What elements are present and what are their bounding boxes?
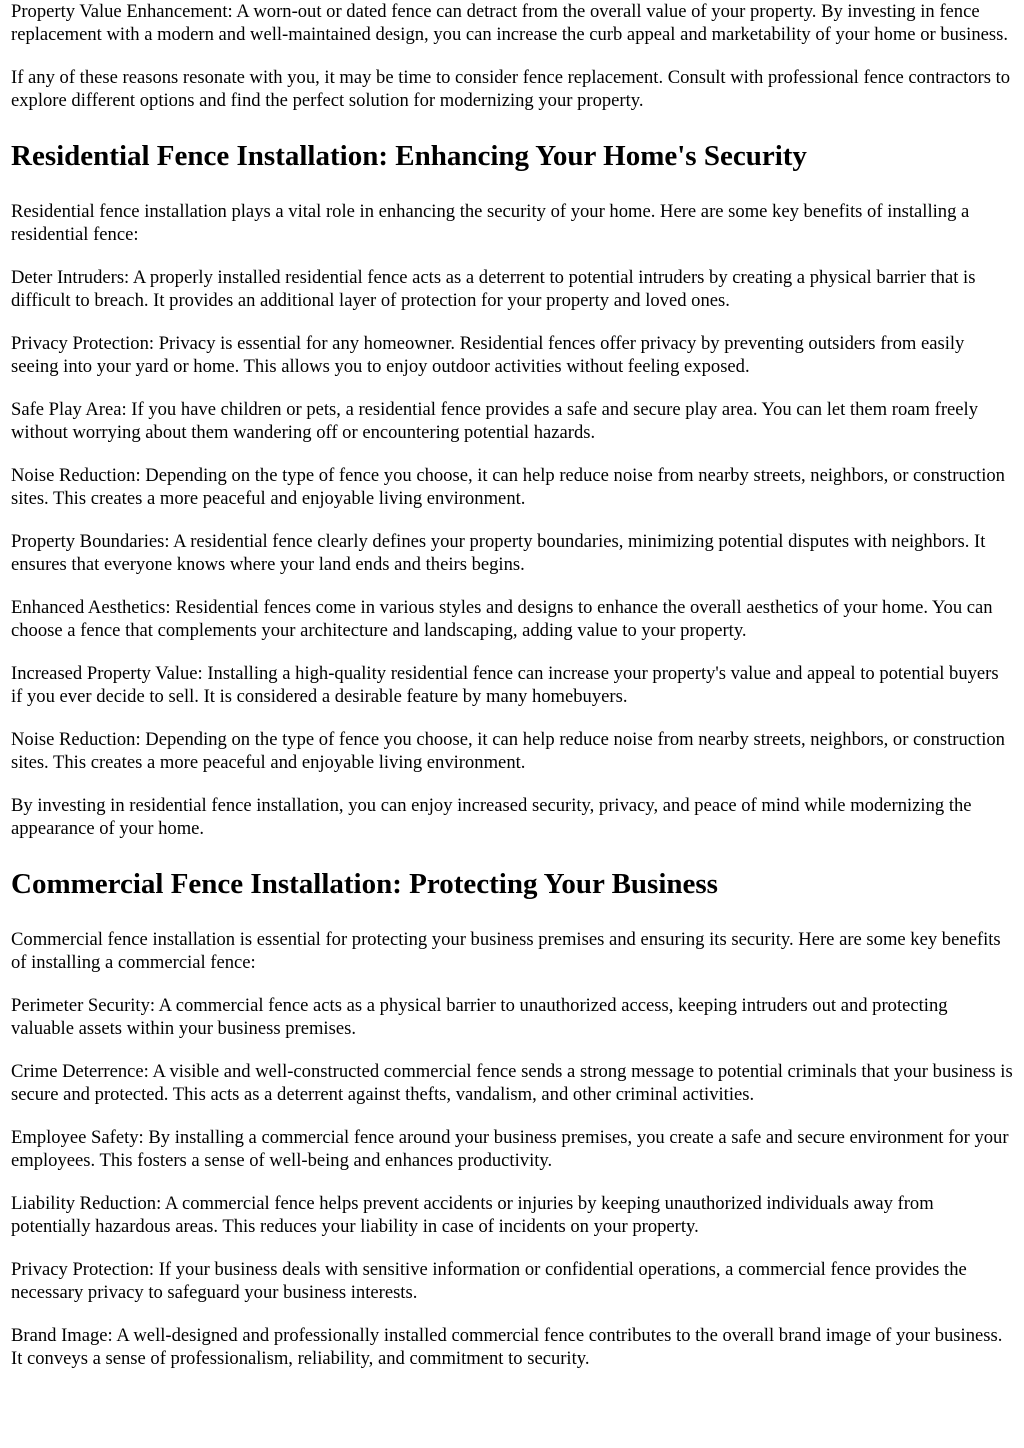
paragraph-liability-reduction: Liability Reduction: A commercial fence helps prevent accidents or injuries by keeping unauthorized individuals away from potentially hazardous areas. This reduces your liability in case of incidents on your property. <box>11 1193 934 1237</box>
paragraph-perimeter-security: Perimeter Security: A commercial fence acts as a physical barrier to unauthorized access, keeping intruders out and protecting valuable assets within your business premises. <box>11 995 948 1039</box>
paragraph-noise-reduction-repeat: Noise Reduction: Depending on the type of fence you choose, it can help reduce noise from nearby streets, neighbors, or construction sites. This creates a more peaceful and enjoyable living environment. <box>11 729 1005 773</box>
heading-commercial-fence-installation: Commercial Fence Installation: Protecting Your Business <box>11 868 718 900</box>
paragraph-increased-property-value: Increased Property Value: Installing a high-quality residential fence can increase your property's value and appeal to potential buyers if you ever decide to sell. It is considered a desirable feature by many homebuyers. <box>11 663 999 707</box>
paragraph-employee-safety: Employee Safety: By installing a commercial fence around your business premises, you create a safe and secure environment for your employees. This fosters a sense of well-being and enhances productivity. <box>11 1127 1009 1171</box>
paragraph-noise-reduction: Noise Reduction: Depending on the type of fence you choose, it can help reduce noise from nearby streets, neighbors, or construction sites. This creates a more peaceful and enjoyable living environment. <box>11 465 1005 509</box>
paragraph-property-boundaries: Property Boundaries: A residential fence clearly defines your property boundaries, minimizing potential disputes with neighbors. It ensures that everyone knows where your land ends and theirs begins. <box>11 531 986 575</box>
paragraph-privacy-protection: Privacy Protection: Privacy is essential for any homeowner. Residential fences offer privacy by preventing outsiders from easily seeing into your yard or home. This allows you to enjoy outdoor activities without feeling exposed. <box>11 333 965 377</box>
paragraph-consider-replacement: If any of these reasons resonate with you, it may be time to consider fence replacement. Consult with professional fence contractors to explore different options and find the perfect solution for modernizing your property. <box>11 67 1011 111</box>
paragraph-safe-play-area: Safe Play Area: If you have children or pets, a residential fence provides a safe and secure play area. You can let them roam freely without worrying about them wandering off or encountering potential hazards. <box>11 399 979 443</box>
paragraph-residential-conclusion: By investing in residential fence installation, you can enjoy increased security, privacy, and peace of mind while modernizing the appearance of your home. <box>11 795 972 839</box>
paragraph-brand-image: Brand Image: A well-designed and professionally installed commercial fence contributes to the overall brand image of your business. It conveys a sense of professionalism, reliability, and commitment to security. <box>11 1325 1003 1369</box>
paragraph-commercial-intro: Commercial fence installation is essential for protecting your business premises and ensuring its security. Here are some key benefits of installing a commercial fence: <box>11 929 1001 973</box>
paragraph-commercial-privacy-protection: Privacy Protection: If your business deals with sensitive information or confidential operations, a commercial fence provides the necessary privacy to safeguard your business interests. <box>11 1259 967 1303</box>
paragraph-residential-intro: Residential fence installation plays a vital role in enhancing the security of your home. Here are some key benefits of installing a residential fence: <box>11 201 970 245</box>
paragraph-crime-deterrence: Crime Deterrence: A visible and well-constructed commercial fence sends a strong message to potential criminals that your business is secure and protected. This acts as a deterrent against thefts, vandalism, and other criminal activities. <box>11 1061 1013 1105</box>
heading-residential-fence-installation: Residential Fence Installation: Enhancing Your Home's Security <box>11 140 807 172</box>
paragraph-deter-intruders: Deter Intruders: A properly installed residential fence acts as a deterrent to potential intruders by creating a physical barrier that is difficult to breach. It provides an additional layer of protection for your property and loved ones. <box>11 267 976 311</box>
paragraph-enhanced-aesthetics: Enhanced Aesthetics: Residential fences come in various styles and designs to enhance the overall aesthetics of your home. You can choose a fence that complements your architecture and landscaping, adding value to your property. <box>11 597 993 641</box>
paragraph-property-value-enhancement: Property Value Enhancement: A worn-out or dated fence can detract from the overall value of your property. By investing in fence replacement with a modern and well-maintained design, you can increase the curb appeal and marketability of your home or business. <box>11 1 1009 45</box>
